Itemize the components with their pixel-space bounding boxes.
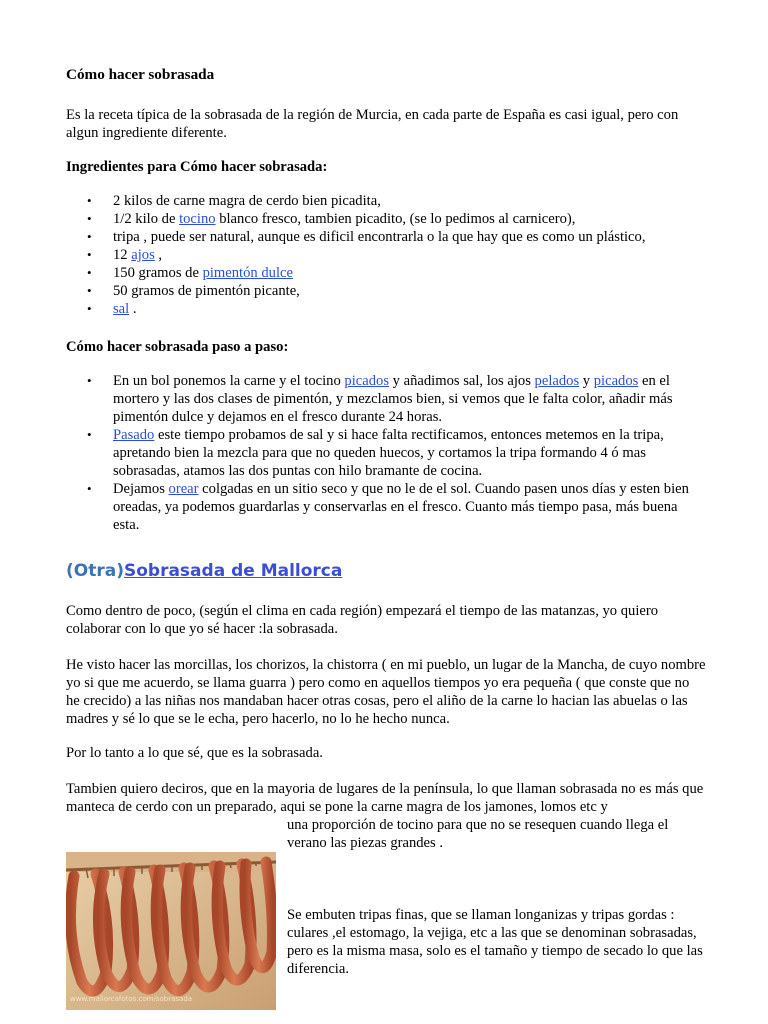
- ajos-link[interactable]: ajos: [131, 247, 155, 263]
- picados-link-2[interactable]: picados: [593, 373, 639, 389]
- paragraph-peninsula: Tambien quiero deciros, que en la mayoria de lugares de la península, lo que llaman sobrasada no es más que manteca de cerdo con un preparado, aqui se pone la carne magra de los jamones, lomos etc y: [66, 781, 704, 815]
- paragraph-memories: He visto hacer las morcillas, los chorizos, la chistorra ( en mi pueblo, un lugar de la Mancha, de cuyo nombre yo si que me acuerdo, se llama guarra ) pero como en aquellos tiempos yo era pequeña ( que conste que no he crecido) a las niñas nos mandaban hacer otras cosas, pero el aliño de la carne lo hacian las abuelas o las madres y sé lo que se le echa, pero hacerlo, no lo he hecho nunca.: [66, 657, 706, 727]
- pimenton-dulce-link[interactable]: pimentón dulce: [202, 265, 293, 281]
- ingredient-item: • sal .: [66, 300, 706, 318]
- steps-list: [66, 372, 706, 534]
- paragraph-tripas: Se embuten tripas finas, que se llaman longanizas y tripas gordas : culares ,el estomago, la vejiga, etc a las que se denominan sobrasadas, pero es la misma masa, solo es el tamaño y tiempo de secado lo que las diferencia.: [287, 907, 703, 977]
- steps-heading: Cómo hacer sobrasada paso a paso:: [66, 339, 289, 355]
- ingredient-item: • 12 ajos ,: [66, 246, 706, 264]
- sobrasada-mallorca-link[interactable]: Sobrasada de Mallorca: [123, 561, 343, 581]
- page-title: Cómo hacer sobrasada: [66, 66, 215, 83]
- paragraph-matanzas: Como dentro de poco, (según el clima en cada región) empezará el tiempo de las matanzas, yo quiero colaborar con lo que yo sé hacer :la sobrasada.: [66, 603, 659, 637]
- ingredients-list: [66, 192, 706, 318]
- sobrasada-photo: [66, 852, 276, 1010]
- step-item: • Pasado este tiempo probamos de sal y si hace falta rectificamos, entonces metemos en la tripa, apretando bien la mezcla para que no queden huecos, y cortamos la tripa formando 4 ó mas sobrasadas, atamos las dos puntas con hilo bramante de cocina.: [66, 426, 706, 480]
- sal-link[interactable]: sal: [113, 301, 130, 317]
- paragraph-lo-que-se: Por lo tanto a lo que sé, que es la sobrasada.: [66, 745, 323, 761]
- tocino-link[interactable]: tocino: [179, 211, 216, 227]
- step-item: • En un bol ponemos la carne y el tocino picados y añadimos sal, los ajos pelados y picados en el mortero y las dos clases de pimentón, y mezclamos bien, si vemos que le falta color, añadir más pimentón dulce y dejamos en el fresco durante 24 horas.: [66, 372, 706, 426]
- ingredient-item: • 2 kilos de carne magra de cerdo bien picadita,: [66, 192, 706, 210]
- paragraph-peninsula-cont: una proporción de tocino para que no se resequen cuando llega el verano las piezas grandes .: [287, 817, 669, 851]
- pelados-link[interactable]: pelados: [534, 373, 580, 389]
- ingredient-item: • 1/2 kilo de tocino blanco fresco, tambien picadito, (se lo pedimos al carnicero),: [66, 210, 706, 228]
- ingredient-item: • 150 gramos de pimentón dulce: [66, 264, 706, 282]
- picados-link[interactable]: picados: [344, 373, 390, 389]
- ingredient-item: • 50 gramos de pimentón picante,: [66, 282, 706, 300]
- ingredient-item: • tripa , puede ser natural, aunque es dificil encontrarla o la que hay que es como un plástico,: [66, 228, 706, 246]
- step-item: • Dejamos orear colgadas en un sitio seco y que no le de el sol. Cuando pasen unos días y esten bien oreadas, ya podemos guardarlas y conservarlas en el fresco. Cuanto más tiempo pasa, más buena esta.: [66, 480, 706, 534]
- orear-link[interactable]: orear: [168, 481, 199, 497]
- photo-watermark: www.mallorcafotos.com/sobrasada: [70, 995, 193, 1003]
- pasado-link[interactable]: Pasado: [113, 427, 155, 443]
- ingredients-heading: Ingredientes para Cómo hacer sobrasada:: [66, 159, 328, 175]
- mallorca-heading: (Otra)Sobrasada de Mallorca: [66, 561, 343, 581]
- intro-paragraph: Es la receta típica de la sobrasada de la región de Murcia, en cada parte de España es casi igual, pero con algun ingrediente diferente.: [66, 107, 679, 141]
